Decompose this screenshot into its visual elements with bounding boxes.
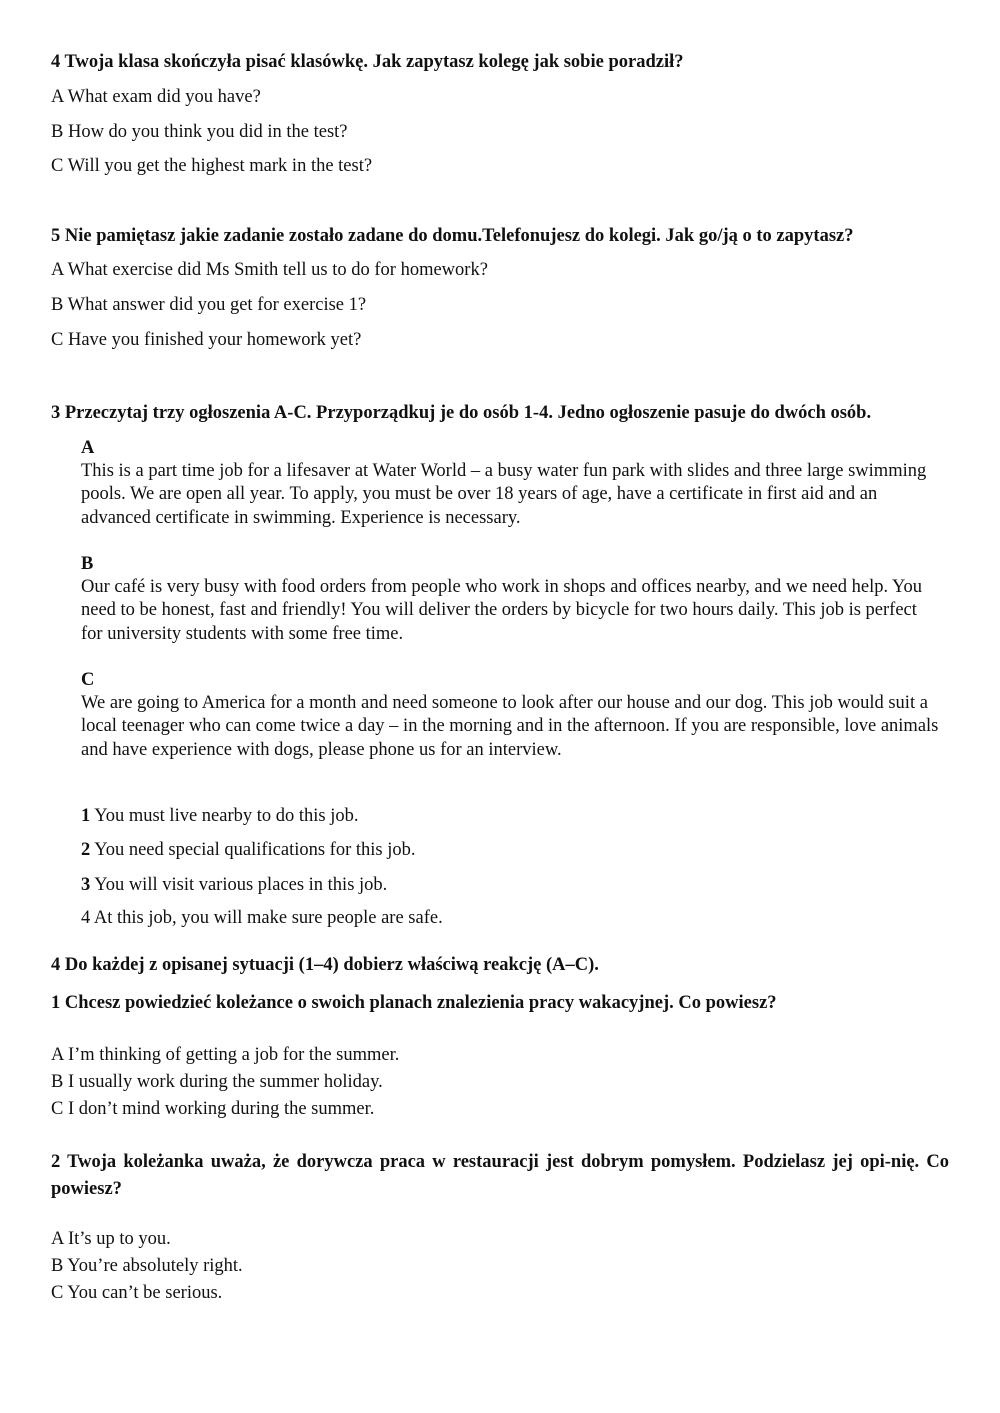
task4-item2-option-b: B You’re absolutely right. [51, 1256, 243, 1276]
q4-option-a: A What exam did you have? [51, 87, 261, 107]
q4-option-b: B How do you think you did in the test? [51, 122, 348, 142]
task4-item1-question: 1 Chcesz powiedzieć koleżance o swoich planach znalezienia pracy wakacyjnej. Co powiesz? [51, 993, 777, 1013]
ad-c-letter: C [81, 670, 95, 690]
task4-instruction: 4 Do każdej z opisanej sytuacji (1–4) dobierz właściwą reakcję (A–C). [51, 955, 599, 975]
person-1-text: You must live nearby to do this job. [90, 806, 359, 826]
q4-option-c: C Will you get the highest mark in the test? [51, 156, 373, 176]
ad-c-text: We are going to America for a month and need someone to look after our house and our dog. This job would suit a local teenager who can come twice a day – in the morning and in the afternoon. If you are responsible, love animals and have experience with dogs, please phone us for an interview. [81, 693, 939, 760]
ad-b-letter: B [81, 554, 94, 574]
q5-question: 5 Nie pamiętasz jakie zadanie zostało zadane do domu.Telefonujesz do kolegi. Jak go/ją o to zapytasz? [51, 226, 854, 246]
task4-item1-option-a: A I’m thinking of getting a job for the summer. [51, 1045, 400, 1065]
task4-item2-option-c: C You can’t be serious. [51, 1283, 223, 1303]
ad-a-text: This is a part time job for a lifesaver at Water World – a busy water fun park with slides and three large swimming pools. We are open all year. To apply, you must be over 18 years of age, have a certificate in first aid and an advanced certificate in swimming. Experience is necessary. [81, 461, 927, 528]
ad-b-text: Our café is very busy with food orders from people who work in shops and offices nearby, and we need help. You need to be honest, fast and friendly! You will deliver the orders by bicycle for two hours daily. This job is perfect for university students with some free time. [81, 577, 923, 644]
task4-item1-option-c: C I don’t mind working during the summer. [51, 1099, 375, 1119]
task4-item1-option-b: B I usually work during the summer holiday. [51, 1072, 383, 1092]
person-3 [81, 874, 387, 897]
person-2 [81, 839, 416, 862]
person-4: 4 At this job, you will make sure people are safe. [81, 908, 443, 928]
person-3-text: You will visit various places in this job. [90, 875, 388, 895]
person-3-number: 3 [81, 875, 91, 895]
task3-instruction: 3 Przeczytaj trzy ogłoszenia A-C. Przyporządkuj je do osób 1-4. Jedno ogłoszenie pasuje do dwóch osób. [51, 403, 872, 423]
task4-item2-option-a: A It’s up to you. [51, 1229, 171, 1249]
q5-option-a: A What exercise did Ms Smith tell us to do for homework? [51, 260, 488, 280]
person-2-text: You need special qualifications for this job. [90, 840, 416, 860]
q5-option-c: C Have you finished your homework yet? [51, 330, 362, 350]
person-1 [81, 805, 359, 828]
person-2-number: 2 [81, 840, 91, 860]
q4-question: 4 Twoja klasa skończyła pisać klasówkę. Jak zapytasz kolegę jak sobie poradził? [51, 52, 684, 72]
q5-option-b: B What answer did you get for exercise 1? [51, 295, 367, 315]
ad-a-letter: A [81, 438, 95, 458]
person-1-number: 1 [81, 806, 91, 826]
task4-item2-question: 2 Twoja koleżanka uważa, że dorywcza praca w restauracji jest dobrym pomysłem. Podzielasz jej opi-nię. Co powiesz? [51, 1152, 949, 1199]
